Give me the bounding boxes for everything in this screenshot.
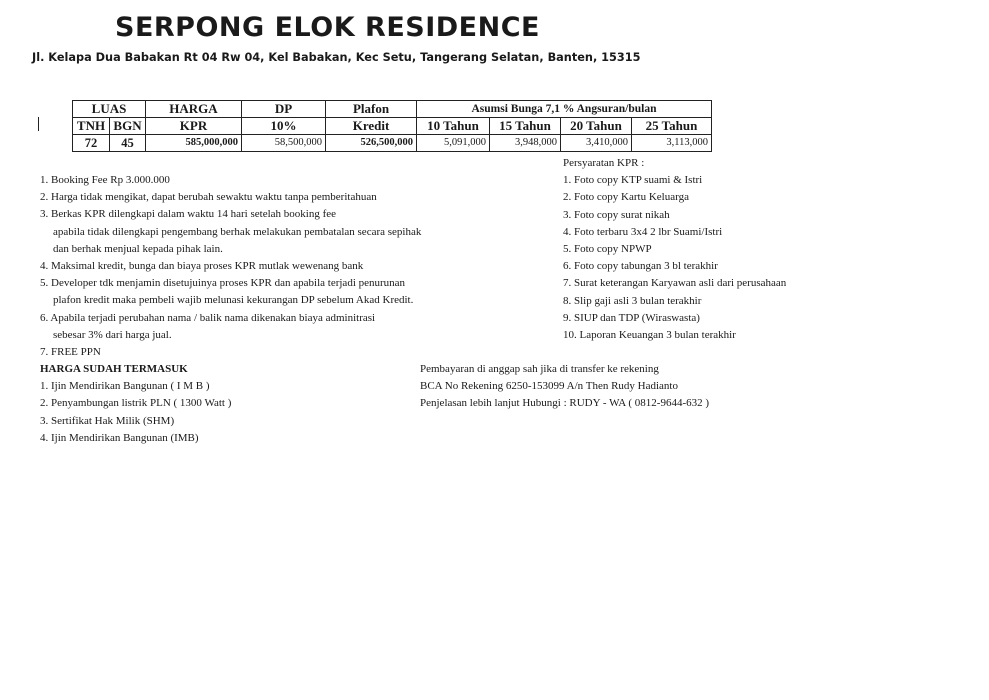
list-item: 4. Maksimal kredit, bunga dan biaya proses KPR mutlak wewenang bank <box>40 259 364 272</box>
cell-bgn: 45 <box>110 135 146 152</box>
list-item: 1. Ijin Mendirikan Bangunan ( I M B ) <box>40 380 210 393</box>
header-25-tahun: 25 Tahun <box>632 118 712 135</box>
list-item: 3. Sertifikat Hak Milik (SHM) <box>40 414 175 427</box>
list-item: 2. Harga tidak mengikat, dapat berubah sewaktu waktu tanpa pemberitahuan <box>40 191 377 204</box>
header-dp-percent: 10% <box>242 118 326 135</box>
payment-line: BCA No Rekening 6250-153099 A/n Then Rudy Hadianto <box>420 380 678 393</box>
list-item: 2. Penyambungan listrik PLN ( 1300 Watt ) <box>40 397 232 410</box>
table-row <box>73 135 712 152</box>
notes-list <box>40 172 421 447</box>
list-item: dan berhak menjual kepada pihak lain. <box>53 242 223 255</box>
header-tnh: TNH <box>73 118 110 135</box>
persyaratan-list <box>563 155 786 344</box>
list-item: 9. SIUP dan TDP (Wiraswasta) <box>563 311 700 324</box>
list-item: 5. Developer tdk menjamin disetujuinya proses KPR dan apabila terjadi penurunan <box>40 277 406 290</box>
cell-10-tahun: 5,091,000 <box>417 135 490 152</box>
list-item: 1. Booking Fee Rp 3.000.000 <box>40 174 170 186</box>
list-item: 10. Laporan Keuangan 3 bulan terakhir <box>563 328 736 341</box>
cell-kpr: 585,000,000 <box>146 135 242 152</box>
header-bgn: BGN <box>110 118 146 135</box>
header-luas: LUAS <box>73 101 146 118</box>
persyaratan-heading: Persyaratan KPR : <box>563 157 645 169</box>
header-15-tahun: 15 Tahun <box>490 118 561 135</box>
text-cursor <box>38 117 39 131</box>
list-item: 4. Ijin Mendirikan Bangunan (IMB) <box>40 431 199 444</box>
payment-info <box>420 361 709 413</box>
list-item: 7. FREE PPN <box>40 345 101 358</box>
harga-termasuk-heading: HARGA SUDAH TERMASUK <box>40 363 188 376</box>
cell-kredit: 526,500,000 <box>326 135 417 152</box>
list-item: 1. Foto copy KTP suami & Istri <box>563 174 703 187</box>
list-item: sebesar 3% dari harga jual. <box>53 328 172 341</box>
list-item: 2. Foto copy Kartu Keluarga <box>563 191 689 204</box>
header-20-tahun: 20 Tahun <box>561 118 632 135</box>
header-kpr: KPR <box>146 118 242 135</box>
header-asumsi-bunga: Asumsi Bunga 7,1 % Angsuran/bulan <box>417 101 712 118</box>
page-title: SERPONG ELOK RESIDENCE <box>115 12 540 43</box>
payment-line: Pembayaran di anggap sah jika di transfer ke rekening <box>420 363 659 375</box>
list-item: apabila tidak dilengkapi pengembang berhak melakukan pembatalan secara sepihak <box>53 225 422 238</box>
cell-15-tahun: 3,948,000 <box>490 135 561 152</box>
list-item: 3. Foto copy surat nikah <box>563 208 670 221</box>
cell-dp: 58,500,000 <box>242 135 326 152</box>
cell-tnh: 72 <box>73 135 110 152</box>
table-header-row-1 <box>73 101 712 118</box>
list-item: plafon kredit maka pembeli wajib melunasi kekurangan DP sebelum Akad Kredit. <box>53 294 414 307</box>
payment-line: Penjelasan lebih lanjut Hubungi : RUDY - WA ( 0812-9644-632 ) <box>420 397 710 410</box>
cell-20-tahun: 3,410,000 <box>561 135 632 152</box>
cell-25-tahun: 3,113,000 <box>632 135 712 152</box>
header-10-tahun: 10 Tahun <box>417 118 490 135</box>
header-harga: HARGA <box>146 101 242 118</box>
price-table <box>72 100 712 152</box>
list-item: 3. Berkas KPR dilengkapi dalam waktu 14 hari setelah booking fee <box>40 208 337 221</box>
header-kredit: Kredit <box>326 118 417 135</box>
address: Jl. Kelapa Dua Babakan Rt 04 Rw 04, Kel Babakan, Kec Setu, Tangerang Selatan, Banten, 15315 <box>32 51 641 64</box>
list-item: 8. Slip gaji asli 3 bulan terakhir <box>563 294 702 307</box>
list-item: 4. Foto terbaru 3x4 2 lbr Suami/Istri <box>563 225 723 238</box>
list-item: 6. Apabila terjadi perubahan nama / balik nama dikenakan biaya adminitrasi <box>40 311 376 324</box>
header-dp: DP <box>242 101 326 118</box>
header-plafon: Plafon <box>326 101 417 118</box>
list-item: 6. Foto copy tabungan 3 bl terakhir <box>563 260 718 273</box>
table-header-row-2 <box>73 118 712 135</box>
list-item: 5. Foto copy NPWP <box>563 242 652 255</box>
list-item: 7. Surat keterangan Karyawan asli dari perusahaan <box>563 277 787 290</box>
